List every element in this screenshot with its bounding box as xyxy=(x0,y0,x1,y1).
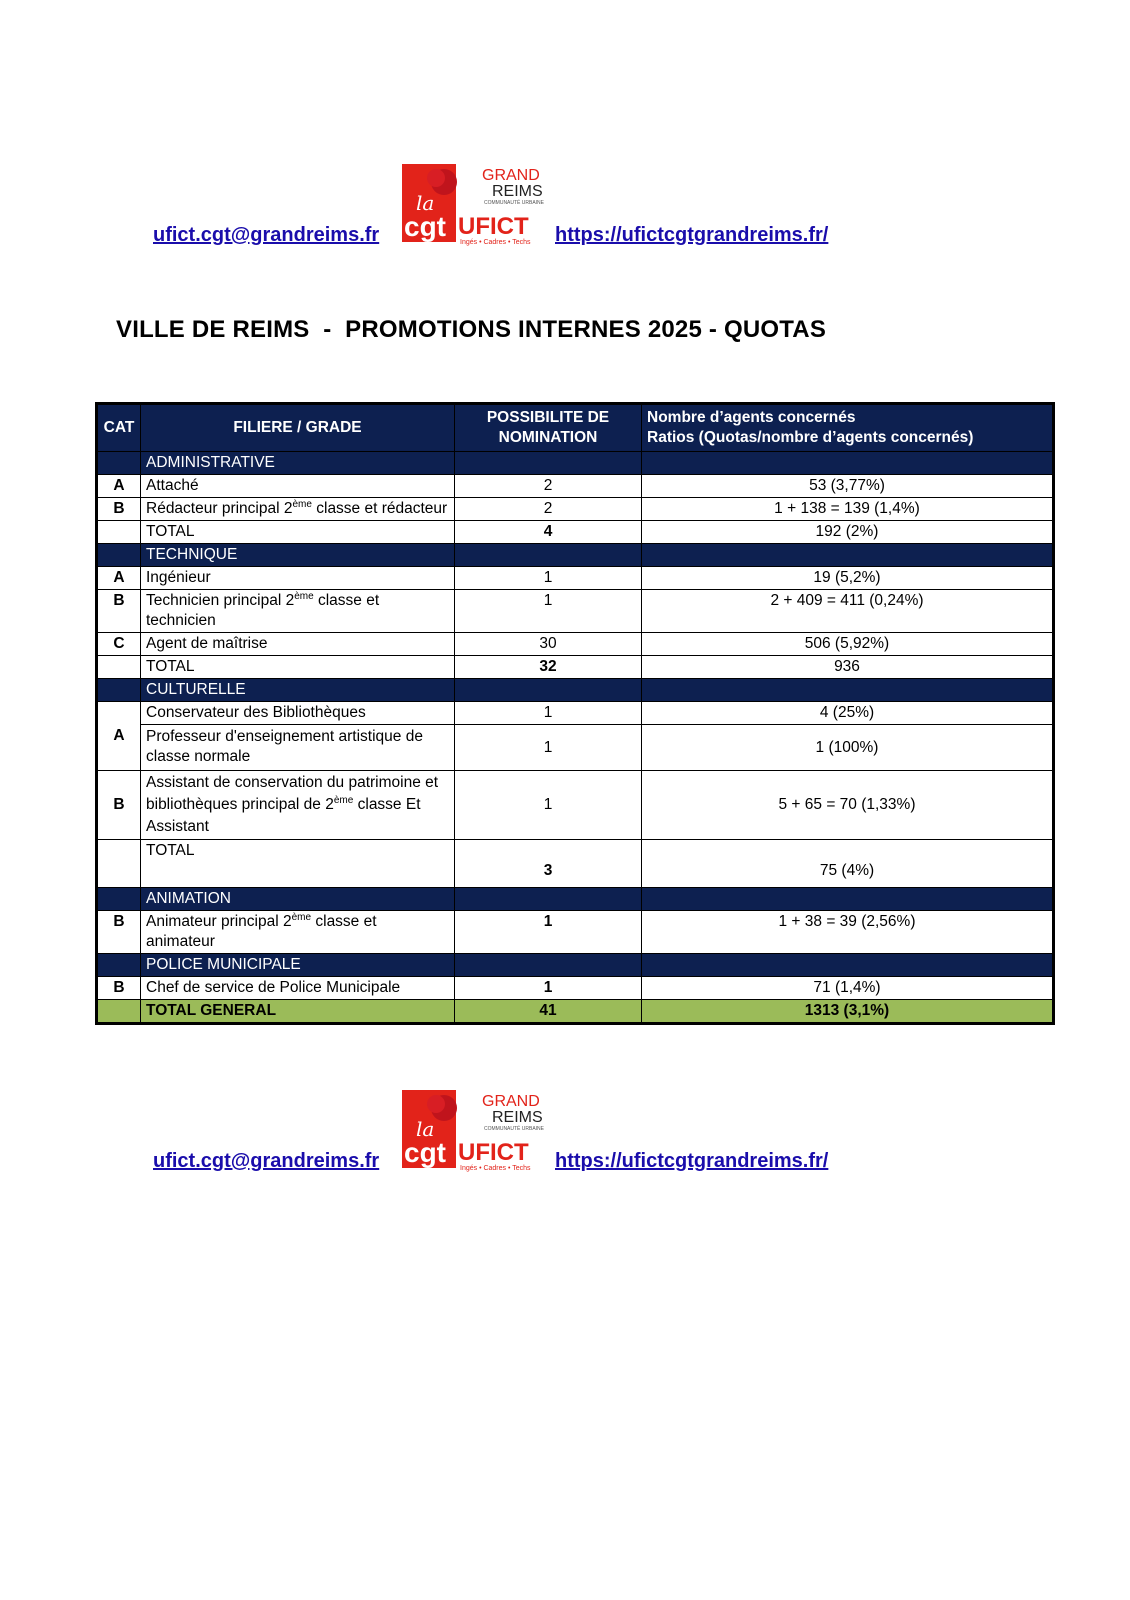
svg-text:GRAND: GRAND xyxy=(482,1093,540,1110)
table-header-row xyxy=(97,404,1054,452)
col-nombre: Nombre d’agents concernés Ratios (Quotas/nombre d’agents concernés) xyxy=(642,404,1054,452)
table-row: A Ingénieur 1 19 (5,2%) xyxy=(97,567,1054,590)
svg-text:COMMUNAUTÉ URBAINE: COMMUNAUTÉ URBAINE xyxy=(484,200,545,206)
table-row: B Assistant de conservation du patrimoine et bibliothèques principal de 2ème classe Et Assistant 1 5 + 65 = 70 (1,33%) xyxy=(97,771,1054,840)
total-row: TOTAL 4 192 (2%) xyxy=(97,521,1054,544)
svg-text:REIMS: REIMS xyxy=(492,183,543,200)
svg-text:cgt: cgt xyxy=(404,211,446,242)
table-row: A Conservateur des Bibliothèques 1 4 (25%) xyxy=(97,702,1054,725)
cgt-ufict-logo xyxy=(402,1090,550,1172)
col-cat: CAT xyxy=(97,404,141,452)
col-possibilite: POSSIBILITE DE NOMINATION xyxy=(455,404,642,452)
table-row: A Attaché 2 53 (3,77%) xyxy=(97,475,1054,498)
svg-text:REIMS: REIMS xyxy=(492,1109,543,1126)
svg-text:COMMUNAUTÉ URBAINE: COMMUNAUTÉ URBAINE xyxy=(484,1126,545,1132)
total-row: TOTAL 32 936 xyxy=(97,656,1054,679)
svg-text:UFICT: UFICT xyxy=(458,213,529,240)
svg-text:cgt: cgt xyxy=(404,1137,446,1168)
svg-text:la: la xyxy=(416,191,435,215)
quotas-table xyxy=(95,402,1055,1025)
table-row: Professeur d'enseignement artistique de classe normale 1 1 (100%) xyxy=(97,725,1054,771)
svg-text:GRAND: GRAND xyxy=(482,167,540,184)
svg-text:la: la xyxy=(416,1117,435,1141)
page-title: VILLE DE REIMS - PROMOTIONS INTERNES 2025 - QUOTAS xyxy=(116,316,827,343)
section-technique: TECHNIQUE xyxy=(97,544,1054,567)
section-culturelle: CULTURELLE xyxy=(97,679,1054,702)
grand-total-row: TOTAL GENERAL 41 1313 (3,1%) xyxy=(97,1000,1054,1024)
total-row: TOTAL 3 75 (4%) xyxy=(97,840,1054,888)
svg-text:Ingés • Cadres • Techs: Ingés • Cadres • Techs xyxy=(460,239,531,246)
table-row: B Technicien principal 2ème classe et technicien 1 2 + 409 = 411 (0,24%) xyxy=(97,590,1054,633)
col-filiere: FILIERE / GRADE xyxy=(141,404,455,452)
cgt-ufict-logo xyxy=(402,164,550,246)
section-police: POLICE MUNICIPALE xyxy=(97,954,1054,977)
email-link[interactable]: ufict.cgt@grandreims.fr xyxy=(153,1150,380,1172)
table-row: B Animateur principal 2ème classe et animateur 1 1 + 38 = 39 (2,56%) xyxy=(97,911,1054,954)
table-row: B Chef de service de Police Municipale 1 71 (1,4%) xyxy=(97,977,1054,1000)
svg-text:Ingés • Cadres • Techs: Ingés • Cadres • Techs xyxy=(460,1165,531,1172)
email-link[interactable]: ufict.cgt@grandreims.fr xyxy=(153,224,380,246)
table-row: C Agent de maîtrise 30 506 (5,92%) xyxy=(97,633,1054,656)
section-animation: ANIMATION xyxy=(97,888,1054,911)
website-link[interactable]: https://ufictcgtgrandreims.fr/ xyxy=(555,224,829,246)
website-link[interactable]: https://ufictcgtgrandreims.fr/ xyxy=(555,1150,829,1172)
svg-text:UFICT: UFICT xyxy=(458,1139,529,1166)
table-row: B Rédacteur principal 2ème classe et rédacteur 2 1 + 138 = 139 (1,4%) xyxy=(97,498,1054,521)
section-administrative: ADMINISTRATIVE xyxy=(97,452,1054,475)
